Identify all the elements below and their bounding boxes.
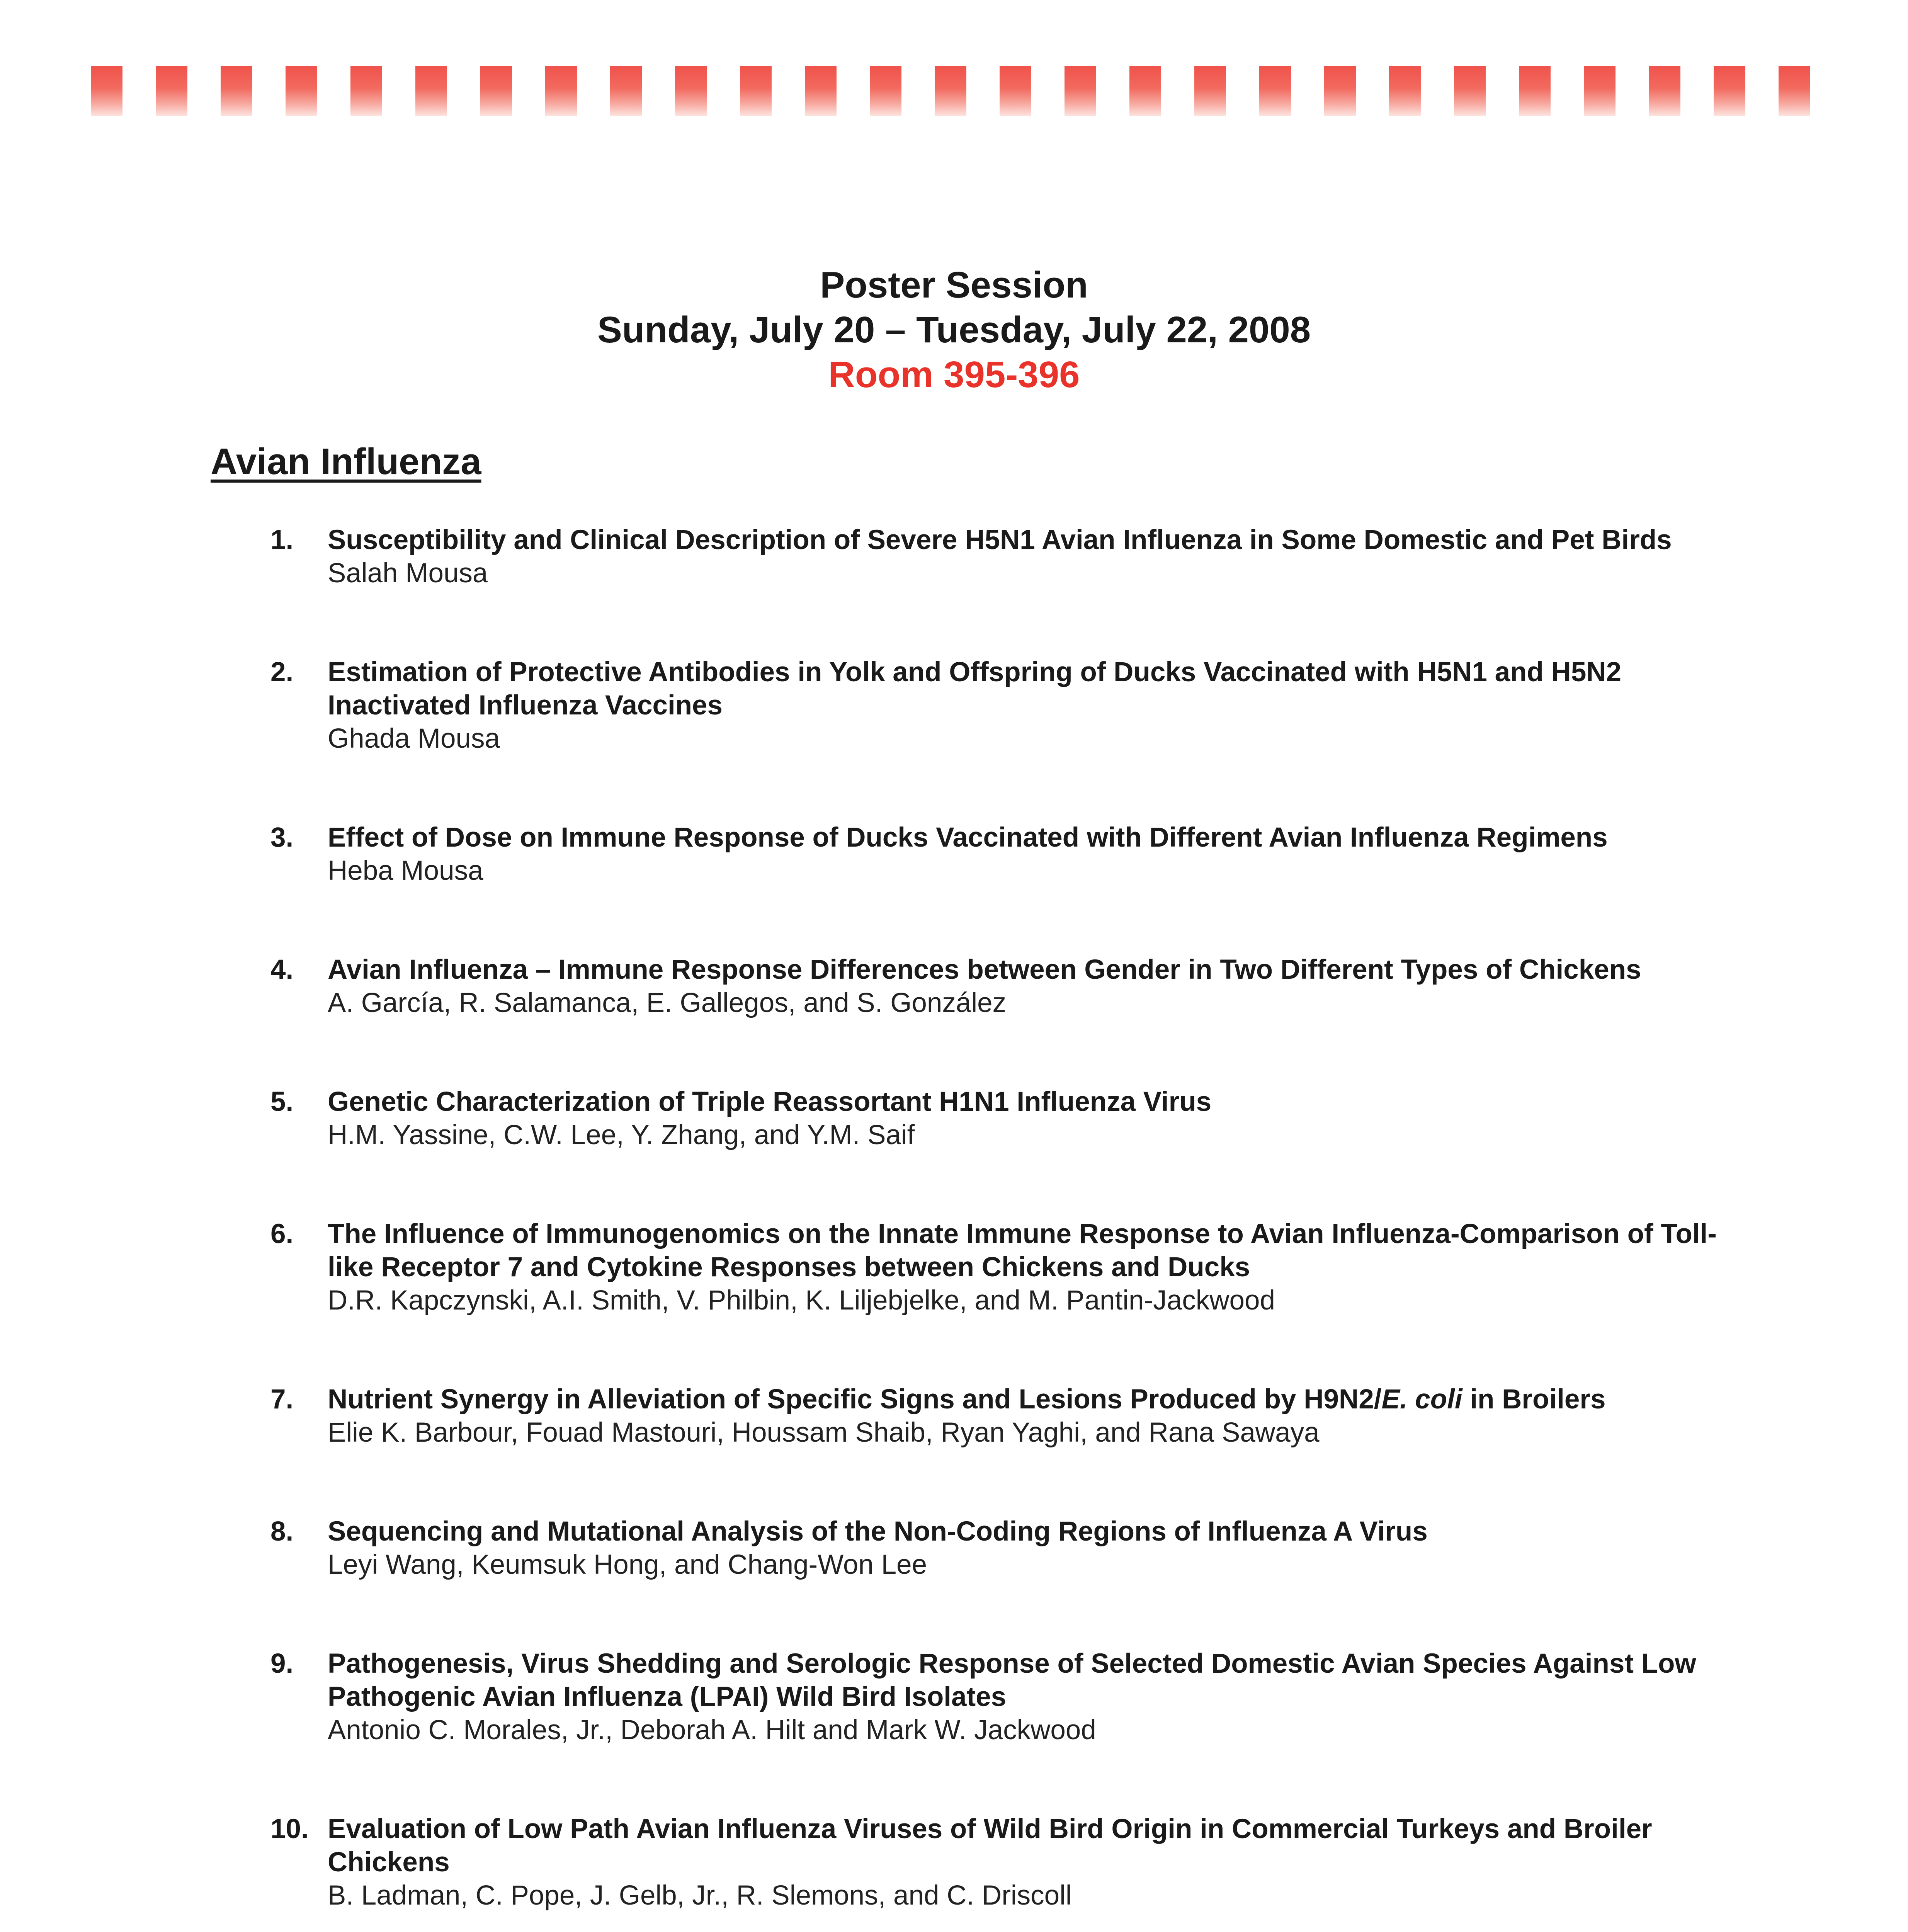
border-square-icon <box>415 66 447 116</box>
poster-item <box>0 1515 1908 1582</box>
decorative-top-border <box>91 66 1818 120</box>
poster-authors: Antonio C. Morales, Jr., Deborah A. Hilt and Mark W. Jackwood <box>328 1715 1096 1745</box>
poster-authors: Heba Mousa <box>328 855 483 886</box>
poster-number: 7. <box>270 1384 294 1415</box>
session-dates: Sunday, July 20 – Tuesday, July 22, 2008 <box>597 309 1311 350</box>
poster-authors: D.R. Kapczynski, A.I. Smith, V. Philbin, K. Liljebjelke, and M. Pantin-Jackwood <box>328 1285 1275 1316</box>
border-square-icon <box>1714 66 1745 116</box>
border-square-icon <box>221 66 252 116</box>
poster-title: Evaluation of Low Path Avian Influenza Viruses of Wild Bird Origin in Commercial Turkeys and Broiler Chickens <box>328 1814 1652 1878</box>
poster-title: Susceptibility and Clinical Description of Severe H5N1 Avian Influenza in Some Domestic and Pet Birds <box>328 525 1672 555</box>
border-square-icon <box>286 66 317 116</box>
border-square-icon <box>1194 66 1226 116</box>
poster-title: Genetic Characterization of Triple Reassortant H1N1 Influenza Virus <box>328 1087 1212 1117</box>
poster-number: 9. <box>270 1648 294 1679</box>
border-square-icon <box>1779 66 1810 116</box>
poster-title <box>328 1383 1726 1416</box>
poster-title: Sequencing and Mutational Analysis of the Non-Coding Regions of Influenza A Virus <box>328 1516 1428 1547</box>
session-room: Room 395-396 <box>828 354 1080 395</box>
border-square-icon <box>480 66 512 116</box>
border-square-icon <box>740 66 772 116</box>
border-square-icon <box>1454 66 1486 116</box>
poster-authors: Elie K. Barbour, Fouad Mastouri, Houssam Shaib, Ryan Yaghi, and Rana Sawaya <box>328 1417 1320 1448</box>
poster-title: Estimation of Protective Antibodies in Yolk and Offspring of Ducks Vaccinated with H5N1 and H5N2 Inactivated Influenza Vaccines <box>328 657 1622 721</box>
border-square-icon <box>675 66 707 116</box>
poster-title-prefix: Nutrient Synergy in Alleviation of Specific Signs and Lesions Produced by H9N2/ <box>328 1384 1382 1415</box>
border-square-icon <box>1129 66 1161 116</box>
border-square-icon <box>935 66 966 116</box>
border-square-icon <box>1259 66 1291 116</box>
poster-item <box>0 1813 1908 1912</box>
border-square-icon <box>1324 66 1356 116</box>
poster-title-suffix: in Broilers <box>1462 1384 1606 1415</box>
poster-number: 1. <box>270 525 294 555</box>
poster-number: 4. <box>270 954 294 985</box>
poster-item <box>0 524 1908 590</box>
poster-number: 5. <box>270 1087 294 1117</box>
poster-authors: H.M. Yassine, C.W. Lee, Y. Zhang, and Y.M. Saif <box>328 1120 915 1150</box>
border-square-icon <box>1584 66 1616 116</box>
poster-title: Avian Influenza – Immune Response Differences between Gender in Two Different Types of Chickens <box>328 954 1641 985</box>
border-square-icon <box>805 66 837 116</box>
border-square-icon <box>1649 66 1680 116</box>
session-header <box>0 263 1908 397</box>
border-square-icon <box>156 66 187 116</box>
poster-item <box>0 821 1908 888</box>
poster-list <box>0 524 1908 1932</box>
poster-title: The Influence of Immunogenomics on the Innate Immune Response to Avian Influenza-Comparison of Toll-like Receptor 7 and Cytokine Responses between Chickens and Ducks <box>328 1219 1717 1282</box>
session-title: Poster Session <box>820 264 1088 306</box>
poster-item <box>0 1647 1908 1747</box>
border-square-icon <box>1389 66 1421 116</box>
poster-number: 10. <box>270 1814 309 1844</box>
poster-authors: Salah Mousa <box>328 558 488 588</box>
poster-item <box>0 1383 1908 1449</box>
border-square-icon <box>870 66 901 116</box>
poster-title: Effect of Dose on Immune Response of Ducks Vaccinated with Different Avian Influenza Regimens <box>328 822 1608 853</box>
poster-number: 3. <box>270 822 294 853</box>
poster-item <box>0 953 1908 1020</box>
poster-authors: A. García, R. Salamanca, E. Gallegos, and S. González <box>328 988 1007 1018</box>
border-square-icon <box>1519 66 1551 116</box>
poster-title-italic: E. coli <box>1381 1384 1462 1415</box>
poster-authors: Ghada Mousa <box>328 723 500 754</box>
border-square-icon <box>545 66 577 116</box>
poster-number: 8. <box>270 1516 294 1547</box>
poster-item <box>0 1085 1908 1152</box>
poster-number: 6. <box>270 1219 294 1249</box>
poster-authors: B. Ladman, C. Pope, J. Gelb, Jr., R. Slemons, and C. Driscoll <box>328 1880 1072 1911</box>
border-square-icon <box>1065 66 1096 116</box>
border-square-icon <box>350 66 382 116</box>
poster-title: Pathogenesis, Virus Shedding and Serologic Response of Selected Domestic Avian Species Against Low Pathogenic Avian Influenza (LPAI) Wild Bird Isolates <box>328 1648 1696 1712</box>
border-square-icon <box>1000 66 1031 116</box>
section-title: Avian Influenza <box>211 441 481 482</box>
poster-authors: Leyi Wang, Keumsuk Hong, and Chang-Won Lee <box>328 1549 927 1580</box>
poster-item <box>0 656 1908 755</box>
border-square-icon <box>91 66 122 116</box>
poster-item <box>0 1218 1908 1317</box>
poster-number: 2. <box>270 657 294 687</box>
border-square-icon <box>610 66 642 116</box>
